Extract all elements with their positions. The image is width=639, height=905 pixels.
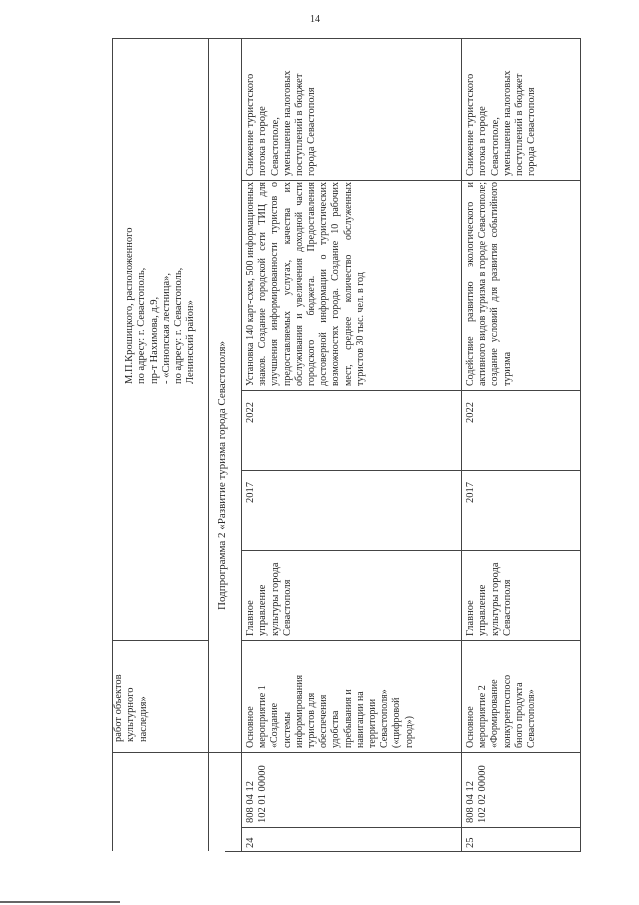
row-name: Основное мероприятие 2 «Формирование конкурентоспосо бного продукта Севастополя» <box>465 674 538 748</box>
scan-edge-mark <box>0 901 120 903</box>
row-code: 808 04 12 102 02 00000 <box>465 765 489 823</box>
row-end-year: 2022 <box>465 402 476 423</box>
row-executor: Главное управление культуры города Севастополя <box>465 562 513 636</box>
subprogram-title: Подпрограмма 2 «Развитие туризма города Севастополя» <box>216 340 228 610</box>
row-result: Установка 140 карт-схем, 500 информационных знаков. Создание городской сети ТИЦ для улучшения информированности туристов о предоставляемых услугах, качества их обслуживания и увеличения доходной части городского бюджета. Предоставления достоверной информации о туристических возможностях города. Создание 10 рабочих мест, среднее количество обслуженных туристов 30 тыс. чел. в год <box>245 182 366 386</box>
row-number: 25 <box>465 837 476 848</box>
row-result: Содействие развитию экологического и активного видов туризма в городе Севастополе; создание условий для развития событийного туризма <box>465 182 513 386</box>
row-consequence: Снижение туристского потока в городе Севастополе, уменьшение налоговых поступлений в бюджет города Севастополя <box>465 70 538 176</box>
row-executor: Главное управление культуры города Севастополя <box>245 562 293 636</box>
cont-row-name: работ объектов культурного наследия» <box>113 674 149 742</box>
row-start-year: 2017 <box>465 482 476 503</box>
row-end-year: 2022 <box>245 402 256 423</box>
row-name: Основное мероприятие 1 «Создание системы информирования туристов для обеспечения удобства пребывания и навигации на территории Севастополя» («цифровой город») <box>245 674 415 748</box>
row-code: 808 04 12 102 01 00000 <box>245 765 269 823</box>
page-number: 14 <box>310 14 320 25</box>
row-start-year: 2017 <box>245 482 256 503</box>
cont-row-result: М.П.Крошицкого, расположенного по адресу: г. Севастополь, пр-т Нахимова, д.9, - «Синопская лестница», по адресу: г. Севастополь, Ленинский район» <box>124 227 197 384</box>
row-number: 24 <box>245 837 256 848</box>
row-consequence: Снижение туристского потока в городе Севастополе, уменьшение налоговых поступлений в бюджет города Севастополя <box>245 70 318 176</box>
